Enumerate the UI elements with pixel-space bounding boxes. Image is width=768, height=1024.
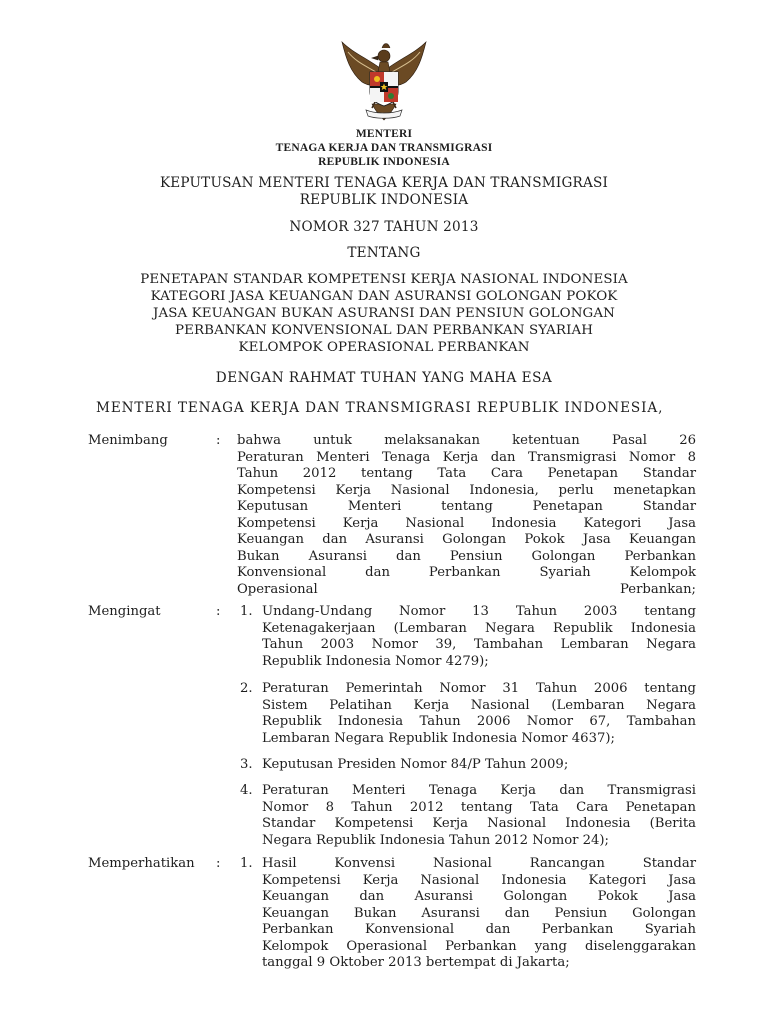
menimbang-colon: : <box>216 433 221 448</box>
memperhatikan-colon: : <box>216 856 221 871</box>
text-line: Perbankan Konvensional dan Perbankan Syariah <box>262 922 696 937</box>
mengingat-colon: : <box>216 604 221 619</box>
mengingat-item-4-number: 4. <box>240 783 253 798</box>
mengingat-item-2 <box>262 681 696 747</box>
minister-line: MENTERI TENAGA KERJA DAN TRANSMIGRASI REPUBLIK INDONESIA, <box>96 400 664 416</box>
text-line: Bukan Asuransi dan Pensiun Golongan Perbankan <box>237 548 696 564</box>
text-line: Kelompok Operasional Perbankan yang diselenggarakan <box>262 938 696 954</box>
text-line: Peraturan Menteri Tenaga Kerja dan Transmigrasi Nomor 8 <box>237 449 696 465</box>
decree-number: NOMOR 327 TAHUN 2013 <box>289 219 479 235</box>
text-line: Keputusan Menteri tentang Penetapan Standar <box>237 499 696 514</box>
ministry-line-2: TENAGA KERJA DAN TRANSMIGRASI <box>275 142 493 154</box>
menimbang-text <box>237 433 696 598</box>
title-line-2: KATEGORI JASA KEUANGAN DAN ASURANSI GOLONGAN POKOK <box>150 289 618 304</box>
ministry-line-3: REPUBLIK INDONESIA <box>318 156 450 168</box>
memperhatikan-item-1 <box>262 856 696 972</box>
text-line: Negara Republik Indonesia Tahun 2012 Nomor 24); <box>262 832 610 848</box>
text-line: Hasil Konvensi Nasional Rancangan Standar <box>262 856 696 871</box>
mengingat-item-2-number: 2. <box>240 681 253 696</box>
mengingat-item-3-number: 3. <box>240 757 253 772</box>
text-line: tanggal 9 Oktober 2013 bertempat di Jakarta; <box>262 955 570 970</box>
text-line: Nomor 8 Tahun 2012 tentang Tata Cara Penetapan <box>262 799 696 815</box>
text-line: Republik Indonesia Nomor 4279); <box>262 653 489 669</box>
decree-line-1: KEPUTUSAN MENTERI TENAGA KERJA DAN TRANSMIGRASI <box>159 175 609 191</box>
blessing-line: DENGAN RAHMAT TUHAN YANG MAHA ESA <box>215 370 553 386</box>
about-label: TENTANG <box>347 245 421 261</box>
text-line: Keuangan Bukan Asuransi dan Pensiun Golongan <box>262 905 696 921</box>
mengingat-item-1-number: 1. <box>240 604 253 619</box>
text-line: Ketenagakerjaan (Lembaran Negara Republik Indonesia <box>262 620 696 636</box>
text-line: Kompetensi Kerja Nasional Indonesia, perlu menetapkan <box>237 482 696 498</box>
ministry-line-1: MENTERI <box>355 128 413 140</box>
title-line-3: JASA KEUANGAN BUKAN ASURANSI DAN PENSIUN GOLONGAN <box>153 306 615 321</box>
memperhatikan-label: Memperhatikan <box>88 856 195 871</box>
text-line: Kompetensi Kerja Nasional Indonesia Kategori Jasa <box>237 515 696 531</box>
text-line: Konvensional dan Perbankan Syariah Kelompok <box>237 565 696 580</box>
text-line: Peraturan Pemerintah Nomor 31 Tahun 2006 tentang <box>262 681 696 696</box>
text-line: Tahun 2003 Nomor 39, Tambahan Lembaran Negara <box>262 637 696 652</box>
text-line: Operasional Perbankan; <box>237 581 696 597</box>
mengingat-item-4 <box>262 783 696 849</box>
garuda-emblem-icon <box>336 38 432 124</box>
title-line-1: PENETAPAN STANDAR KOMPETENSI KERJA NASIONAL INDONESIA <box>140 272 628 287</box>
memperhatikan-item-1-number: 1. <box>240 856 253 871</box>
text-line: Kompetensi Kerja Nasional Indonesia Kategori Jasa <box>262 872 696 888</box>
title-line-4: PERBANKAN KONVENSIONAL DAN PERBANKAN SYARIAH <box>174 323 594 338</box>
text-line: bahwa untuk melaksanakan ketentuan Pasal 26 <box>237 433 696 448</box>
title-line-5: KELOMPOK OPERASIONAL PERBANKAN <box>238 340 530 355</box>
text-line: Tahun 2012 tentang Tata Cara Penetapan Standar <box>237 466 696 481</box>
text-line: Republik Indonesia Tahun 2006 Nomor 67, Tambahan <box>262 714 696 729</box>
text-line: Keuangan dan Asuransi Golongan Pokok Jasa Keuangan <box>237 532 696 547</box>
mengingat-label: Mengingat <box>88 604 161 619</box>
text-line: Keputusan Presiden Nomor 84/P Tahun 2009; <box>262 757 569 772</box>
text-line: Sistem Pelatihan Kerja Nasional (Lembaran Negara <box>262 697 696 713</box>
text-line: Undang-Undang Nomor 13 Tahun 2003 tentang <box>262 604 696 619</box>
menimbang-label: Menimbang <box>88 433 168 448</box>
mengingat-item-3 <box>262 757 696 774</box>
text-line: Lembaran Negara Republik Indonesia Nomor 4637); <box>262 730 615 746</box>
text-line: Standar Kompetensi Kerja Nasional Indonesia (Berita <box>262 816 696 831</box>
text-line: Peraturan Menteri Tenaga Kerja dan Transmigrasi <box>262 783 696 798</box>
text-line: Keuangan dan Asuransi Golongan Pokok Jasa <box>262 889 696 904</box>
decree-line-2: REPUBLIK INDONESIA <box>299 192 469 208</box>
mengingat-item-1 <box>262 604 696 670</box>
